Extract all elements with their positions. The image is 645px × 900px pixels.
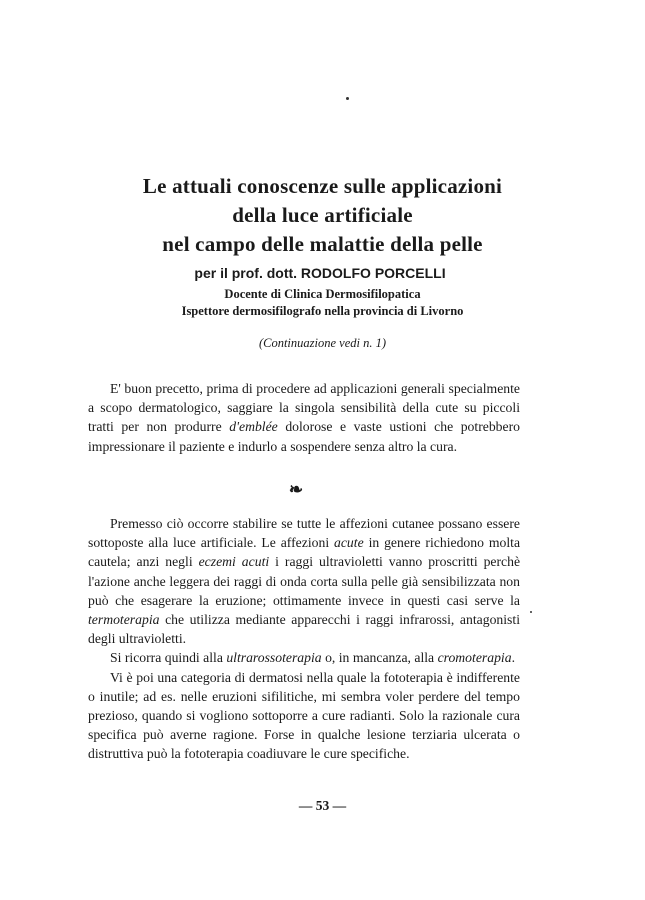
paragraph: Premesso ciò occorre stabilire se tutte le affezioni cutanee possano essere sottoposte alla luce artificiale. Le affezioni acute in genere richiedono molta cautela; anzi negli eczemi acuti i raggi ultravioletti vanno proscritti perchè l'azione anche leggera dei raggi di onda corta sulla pelle già sensibilizzata non può che esagerare la eruzione; ottimamente invece in questi casi serve la termoterapia che utilizza mediante apparecchi i raggi infrarossi, antagonisti degli ultravioletti. xyxy=(88,516,521,647)
title-line-1: Le attuali conoscenze sulle applicazioni xyxy=(142,174,503,198)
affiliation-1: Docente di Clinica Dermosifilopatica xyxy=(224,287,421,301)
title-line-2: della luce artificiale xyxy=(232,203,413,227)
paper-speck xyxy=(530,611,532,613)
continuation-note: (Continuazione vedi n. 1) xyxy=(258,336,387,350)
title-line-3: nel campo delle malattie della pelle xyxy=(162,232,483,256)
fleuron-ornament-icon: ❧ xyxy=(288,480,304,499)
paper-speck xyxy=(346,97,349,100)
page-number: — 53 — xyxy=(298,798,347,813)
author-line: per il prof. dott. RODOLFO PORCELLI xyxy=(194,265,446,281)
section-2 xyxy=(88,514,520,764)
paragraph: E' buon precetto, prima di procedere ad applicazioni generali specialmente a scopo dermatologico, saggiare la singola sensibilità della cute su piccoli tratti per non produrre d'emblée dolorose e vaste ustioni che potrebbero impressionare il paziente e indurlo a sospendere senza altro la cura. xyxy=(88,381,520,454)
section-1 xyxy=(88,379,520,456)
author-affiliations xyxy=(60,286,585,320)
affiliation-2: Ispettore dermosifilografo nella provincia di Livorno xyxy=(181,304,464,318)
article-title xyxy=(60,172,585,259)
paragraph: Vi è poi una categoria di dermatosi nella quale la fototerapia è indifferente o inutile; ad es. nelle eruzioni sifilitiche, mi sembra voler perdere del tempo prezioso, quando si vogliono sottoporre a cure radianti. Solo la razionale cura specifica può averne ragione. Forse in qualche lesione terziaria ulcerata o distruttiva può la fototerapia coadiuvare le cure specifiche. xyxy=(88,669,520,762)
paragraph: Si ricorra quindi alla ultrarossoterapia o, in mancanza, alla cromoterapia. xyxy=(110,650,515,666)
